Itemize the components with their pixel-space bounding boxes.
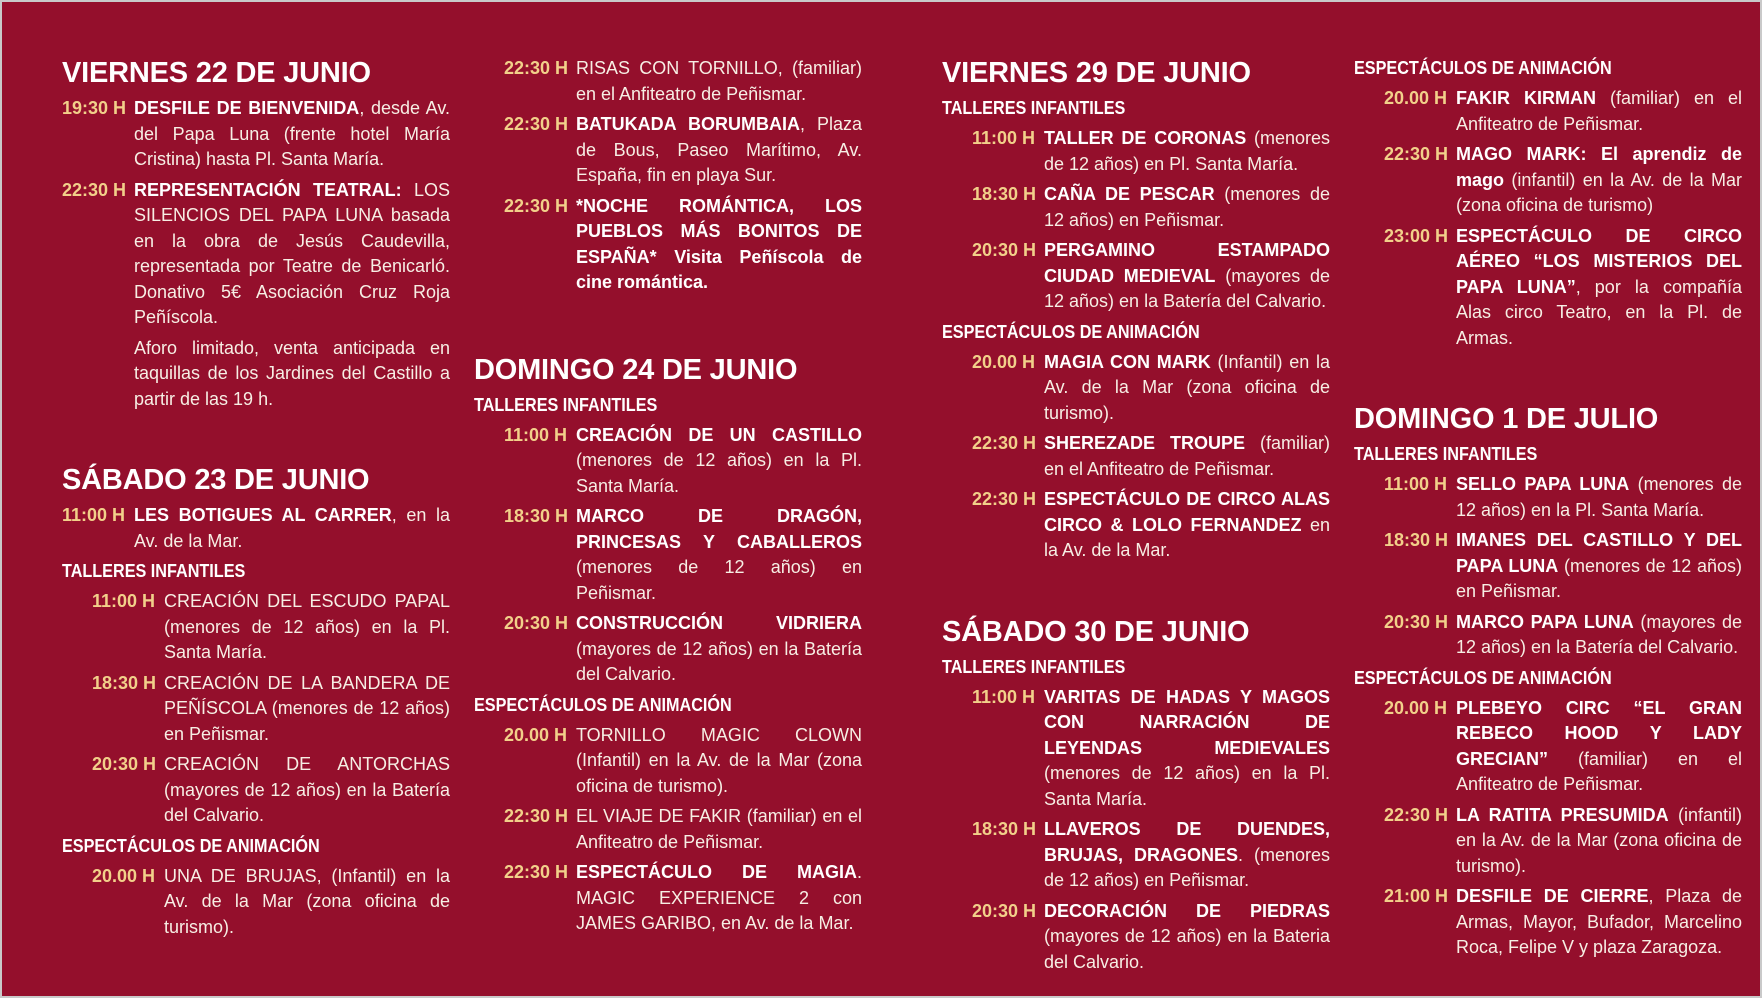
event-details: en la Av. de la Mar.	[1044, 514, 1330, 560]
event-time: 11:00 H	[92, 591, 156, 611]
event-description	[1456, 696, 1742, 798]
event-title: CAÑA DE PESCAR	[1044, 184, 1215, 204]
event-details: (mayores de 12 años) en la Bateria del Calvario.	[1044, 926, 1330, 972]
event-time: 18:30 H	[504, 506, 569, 526]
event-details: (mayores de 12 años) en la Batería del Calvario.	[1044, 265, 1330, 311]
event-time: 20.00 H	[1384, 88, 1448, 108]
event-note: Aforo limitado, venta anticipada en taquillas de los Jardines del Castillo a partir de las 19 h.	[134, 337, 450, 409]
event-time: 20:30 H	[972, 240, 1037, 260]
event-time: 18:30 H	[1384, 530, 1449, 550]
event-time: 20:30 H	[92, 754, 157, 774]
event-details: (menores de 12 años) en Peñismar.	[576, 557, 862, 603]
event-description	[1044, 487, 1330, 564]
day-heading: SÁBADO 30 DE JUNIO	[942, 615, 1250, 648]
section-heading: TALLERES INFANTILES	[942, 656, 1126, 677]
event-time: 20:30 H	[504, 613, 569, 633]
event-title: CONSTRUCCIÓN VIDRIERA	[576, 613, 862, 633]
event-item	[474, 112, 862, 189]
event-item	[1354, 472, 1742, 523]
event-item	[62, 752, 450, 829]
section-heading: TALLERES INFANTILES	[942, 98, 1126, 118]
event-time: 22:30 H	[62, 179, 127, 200]
event-time: 20.00 H	[1384, 697, 1448, 718]
event-item	[1354, 696, 1742, 798]
section-heading: TALLERES INFANTILES	[62, 561, 246, 581]
event-title: LA RATITA PRESUMIDA	[1456, 804, 1669, 825]
event-item	[474, 804, 862, 855]
event-title: REPRESENTACIÓN TEATRAL:	[134, 179, 402, 200]
event-description	[576, 860, 862, 937]
event-time: 22:30 H	[972, 489, 1037, 509]
event-title: DESFILE DE BIENVENIDA	[134, 98, 360, 118]
event-title: FAKIR KIRMAN	[1456, 88, 1596, 108]
event-description	[1456, 610, 1742, 661]
event-time: 20.00 H	[504, 724, 568, 745]
event-title: *NOCHE ROMÁNTICA, LOS PUEBLOS MÁS BONITOS DE ESPAÑA* Visita Peñíscola de cine romántica.	[576, 195, 862, 292]
program-column-2	[474, 56, 862, 942]
event-item	[942, 899, 1330, 976]
program-column-1	[62, 56, 450, 945]
event-description	[1456, 142, 1742, 219]
event-title: ESPECTÁCULO DE CIRCO AÉREO “LOS MISTERIOS DEL PAPA LUNA”	[1456, 225, 1742, 297]
event-details: (menores de 12 años) en la Pl. Santa María.	[1456, 474, 1742, 520]
event-item	[62, 178, 450, 331]
event-details: (mayores de 12 años) en la Batería del Calvario.	[1456, 611, 1742, 657]
event-item	[942, 126, 1330, 177]
event-time: 18:30 H	[92, 672, 157, 693]
event-details: (familiar) en el Anfiteatro de Peñismar.	[1044, 433, 1330, 479]
event-details: (familiar) en el Anfiteatro de Peñismar.	[1456, 88, 1742, 134]
event-time: 11:00 H	[62, 505, 126, 525]
section-heading: ESPECTÁCULOS DE ANIMACIÓN	[1354, 58, 1612, 78]
event-details: (menores de 12 años) en la Pl. Santa María.	[576, 450, 862, 496]
event-description	[1044, 685, 1330, 813]
event-description	[1044, 431, 1330, 482]
event-item	[1354, 86, 1742, 137]
event-title: PERGAMINO ESTAMPADO CIUDAD MEDIEVAL	[1044, 240, 1330, 286]
event-title: PLEBEYO CIRC “EL GRAN REBECO HOOD Y LADY GRECIAN”	[1456, 697, 1742, 769]
event-time: 19:30 H	[62, 98, 127, 118]
event-time: 22:30 H	[504, 58, 569, 78]
event-description	[164, 589, 450, 666]
event-item	[474, 860, 862, 937]
event-title: MAGIA CON MARK	[1044, 351, 1211, 372]
event-details: (infantil) en la Av. de la Mar (zona oficina de turismo).	[1456, 804, 1742, 876]
event-item	[62, 671, 450, 748]
day-heading: DOMINGO 1 DE JULIO	[1354, 403, 1659, 435]
section-heading: ESPECTÁCULOS DE ANIMACIÓN	[474, 694, 732, 715]
event-details: RISAS CON TORNILLO, (familiar) en el Anfiteatro de Peñismar.	[576, 58, 862, 104]
event-time: 22:30 H	[504, 806, 569, 826]
day-heading: SÁBADO 23 DE JUNIO	[62, 464, 370, 496]
program-column-4	[1354, 56, 1742, 966]
event-time: 20:30 H	[972, 900, 1037, 921]
spacer	[1354, 356, 1742, 402]
event-description	[1044, 817, 1330, 894]
event-time: 11:00 H	[972, 128, 1036, 148]
event-item	[1354, 528, 1742, 605]
day-heading: DOMINGO 24 DE JUNIO	[474, 353, 798, 386]
event-time: 18:30 H	[972, 819, 1037, 839]
event-details: CREACIÓN DE LA BANDERA DE PEÑÍSCOLA (menores de 12 años) en Peñismar.	[164, 672, 450, 744]
event-details: . (menores de 12 años) en Peñismar.	[1044, 844, 1330, 890]
event-details: (menores de 12 años) en la Pl. Santa María.	[1044, 763, 1330, 809]
event-title: LLAVEROS DE DUENDES, BRUJAS, DRAGONES	[1044, 819, 1330, 865]
event-item	[474, 723, 862, 800]
spacer	[474, 301, 862, 353]
event-item	[474, 56, 862, 107]
event-details: , desde Av. del Papa Luna (frente hotel María Cristina) hasta Pl. Santa María.	[134, 98, 450, 169]
event-description	[1044, 350, 1330, 427]
event-time: 22:30 H	[504, 195, 569, 216]
event-details: CREACIÓN DEL ESCUDO PAPAL (menores de 12 años) en la Pl. Santa María.	[164, 591, 450, 662]
spacer	[942, 569, 1330, 615]
event-details: , Plaza de Bous, Paseo Marítimo, Av. España, fin en playa Sur.	[576, 114, 862, 185]
event-description	[1044, 126, 1330, 177]
section-heading: ESPECTÁCULOS DE ANIMACIÓN	[62, 835, 320, 856]
event-time: 22:30 H	[504, 114, 569, 134]
event-description	[1456, 528, 1742, 605]
event-item	[62, 864, 450, 941]
event-item	[474, 194, 862, 296]
event-title: SHEREZADE TROUPE	[1044, 433, 1246, 453]
event-item	[62, 503, 450, 554]
event-description	[1456, 86, 1742, 137]
event-title: BATUKADA BORUMBAIA	[576, 114, 800, 134]
event-details: EL VIAJE DE FAKIR (familiar) en el Anfiteatro de Peñismar.	[576, 806, 862, 852]
event-time: 23:00 H	[1384, 225, 1449, 246]
event-item	[1354, 142, 1742, 219]
event-details: (menores de 12 años) en Pl. Santa María.	[1044, 128, 1330, 174]
event-description	[134, 96, 450, 173]
event-details: CREACIÓN DE ANTORCHAS (mayores de 12 años) en la Batería del Calvario.	[164, 754, 450, 825]
event-title: DESFILE DE CIERRE	[1456, 886, 1649, 906]
event-item	[62, 589, 450, 666]
event-item	[62, 96, 450, 173]
event-item	[942, 238, 1330, 315]
event-item	[1354, 884, 1742, 961]
event-time: 11:00 H	[972, 686, 1036, 707]
event-item	[942, 685, 1330, 813]
event-details: (Infantil) en la Av. de la Mar (zona oficina de turismo).	[1044, 351, 1330, 423]
event-details: (mayores de 12 años) en la Batería del Calvario.	[576, 638, 862, 684]
spacer	[62, 417, 450, 463]
program-column-3	[942, 56, 1330, 980]
day-heading: VIERNES 29 DE JUNIO	[942, 57, 1251, 89]
event-description	[134, 503, 450, 554]
section-heading: ESPECTÁCULOS DE ANIMACIÓN	[942, 321, 1200, 342]
event-item	[942, 350, 1330, 427]
event-time: 20.00 H	[92, 865, 156, 886]
event-item	[474, 423, 862, 500]
event-item	[942, 182, 1330, 233]
event-title: IMANES DEL CASTILLO Y DEL PAPA LUNA	[1456, 530, 1742, 576]
event-details: , en la Av. de la Mar.	[134, 505, 450, 551]
event-description	[576, 504, 862, 606]
event-description	[576, 804, 862, 855]
event-description	[576, 611, 862, 688]
event-item	[942, 431, 1330, 482]
event-description	[576, 194, 862, 296]
event-time: 21:00 H	[1384, 886, 1449, 906]
event-item	[1354, 803, 1742, 880]
event-details: (menores de 12 años) en Peñismar.	[1044, 184, 1330, 230]
event-details: (familiar) en el Anfiteatro de Peñismar.	[1456, 748, 1742, 794]
event-item	[1354, 610, 1742, 661]
event-details: , Plaza de Armas, Mayor, Bufador, Marcelino Roca, Felipe V y plaza Zaragoza.	[1456, 886, 1742, 957]
event-description	[576, 723, 862, 800]
event-description	[1044, 899, 1330, 976]
event-description	[1456, 803, 1742, 880]
event-time: 20:30 H	[1384, 611, 1449, 632]
event-title: MARCO PAPA LUNA	[1456, 611, 1634, 632]
event-item	[474, 504, 862, 606]
section-heading: ESPECTÁCULOS DE ANIMACIÓN	[1354, 667, 1612, 688]
event-details: , por la compañía Alas circo Teatro, en la Pl. de Armas.	[1456, 276, 1742, 348]
event-title: MARCO DE DRAGÓN, PRINCESAS Y CABALLEROS	[576, 506, 862, 552]
section-heading: TALLERES INFANTILES	[474, 394, 658, 415]
event-description	[1456, 472, 1742, 523]
event-title: SELLO PAPA LUNA	[1456, 474, 1630, 494]
event-time: 11:00 H	[504, 424, 568, 445]
event-title: VARITAS DE HADAS Y MAGOS CON NARRACIÓN DE LEYENDAS MEDIEVALES	[1044, 686, 1330, 758]
event-title: TALLER DE CORONAS	[1044, 128, 1247, 148]
event-details: (menores de 12 años) en Peñismar.	[1456, 555, 1742, 601]
event-time: 18:30 H	[972, 184, 1037, 204]
event-description	[576, 423, 862, 500]
event-description	[576, 56, 862, 107]
event-time: 11:00 H	[1384, 474, 1448, 494]
event-description	[134, 178, 450, 331]
event-details: (infantil) en la Av. de la Mar (zona oficina de turismo)	[1456, 169, 1742, 215]
event-item	[1354, 224, 1742, 352]
event-details: LOS SILENCIOS DEL PAPA LUNA basada en la obra de Jesús Caudevilla, representada por Teatre de Benicarló. Donativo 5€ Asociación Cruz Roja Peñíscola.	[134, 179, 450, 327]
event-details: . MAGIC EXPERIENCE 2 con JAMES GARIBO, en Av. de la Mar.	[576, 862, 862, 933]
event-description	[1044, 238, 1330, 315]
event-description	[164, 671, 450, 748]
event-title: ESPECTÁCULO DE CIRCO ALAS CIRCO & LOLO FERNANDEZ	[1044, 489, 1330, 535]
event-time: 22:30 H	[1384, 804, 1449, 825]
event-details: TORNILLO MAGIC CLOWN (Infantil) en la Av. de la Mar (zona oficina de turismo).	[576, 724, 862, 796]
event-title: ESPECTÁCULO DE MAGIA	[576, 862, 857, 882]
event-description	[1044, 182, 1330, 233]
event-description	[1456, 224, 1742, 352]
event-title: CREACIÓN DE UN CASTILLO	[576, 424, 862, 445]
event-description	[164, 864, 450, 941]
event-time: 20.00 H	[972, 351, 1036, 372]
event-item	[474, 611, 862, 688]
event-item	[942, 817, 1330, 894]
event-title: MAGO MARK: El aprendiz de mago	[1456, 144, 1742, 190]
day-heading: VIERNES 22 DE JUNIO	[62, 57, 371, 89]
event-description	[164, 752, 450, 829]
event-title: DECORACIÓN DE PIEDRAS	[1044, 900, 1330, 921]
event-title: LES BOTIGUES AL CARRER	[134, 505, 392, 525]
event-time: 22:30 H	[504, 862, 569, 882]
event-time: 22:30 H	[1384, 144, 1449, 164]
event-description	[1456, 884, 1742, 961]
event-time: 22:30 H	[972, 433, 1037, 453]
event-details: UNA DE BRUJAS, (Infantil) en la Av. de la Mar (zona oficina de turismo).	[164, 865, 450, 937]
event-description	[576, 112, 862, 189]
section-heading: TALLERES INFANTILES	[1354, 444, 1538, 464]
event-item	[942, 487, 1330, 564]
